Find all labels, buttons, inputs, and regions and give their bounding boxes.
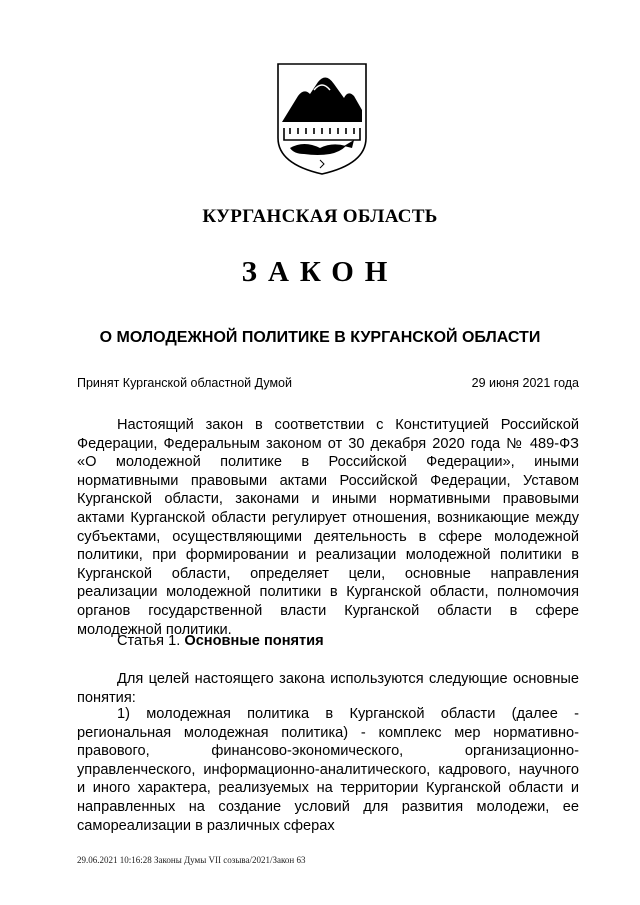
law-title: О МОЛОДЕЖНОЙ ПОЛИТИКЕ В КУРГАНСКОЙ ОБЛАСТИ — [99, 329, 541, 346]
article-number: Статья 1. — [117, 633, 181, 649]
adoption-date: 29 июня 2021 года — [471, 376, 579, 390]
article-title: Основные понятия — [184, 633, 324, 649]
adopted-by: Принят Курганской областной Думой — [77, 376, 292, 390]
article-1-heading — [117, 633, 324, 649]
document-type-heading: ЗАКОН — [241, 256, 399, 288]
article-1-item-1: 1) молодежная политика в Курганской области (далее - региональная молодежная политика) - комплекс мер нормативно-правового, финансово-экономического, организационно-управленческого, информационно-аналитического, кадрового, научного и иного характера, реализуемых на территории Курганской области и направленных на создание условий для развития молодежи, ее самореализации в различных сферах — [77, 706, 579, 834]
article-1-intro: Для целей настоящего закона используются следующие основные понятия: — [77, 671, 579, 706]
document-footer: 29.06.2021 10:16:28 Законы Думы VII созыва/2021/Закон 63 — [77, 855, 306, 865]
coat-of-arms-emblem — [274, 60, 370, 178]
adoption-row — [77, 376, 579, 390]
region-heading: КУРГАНСКАЯ ОБЛАСТЬ — [202, 206, 438, 227]
preamble-paragraph: Настоящий закон в соответствии с Конституцией Российской Федерации, Федеральным законом от 30 декабря 2020 года № 489-ФЗ «О молодежной политике в Российской Федерации», иными нормативными правовыми актами Российской Федерации, Уставом Курганской области, законами и иными нормативными правовыми актами Курганской области регулирует отношения, возникающие между субъектами, осуществляющими деятельность в сфере молодежной политики, при формировании и реализации молодежной политики в Курганской области, определяет цели, основные направления реализации молодежной политики в Курганской области, полномочия органов государственной власти Курганской области в сфере молодежной политики. — [77, 417, 579, 638]
